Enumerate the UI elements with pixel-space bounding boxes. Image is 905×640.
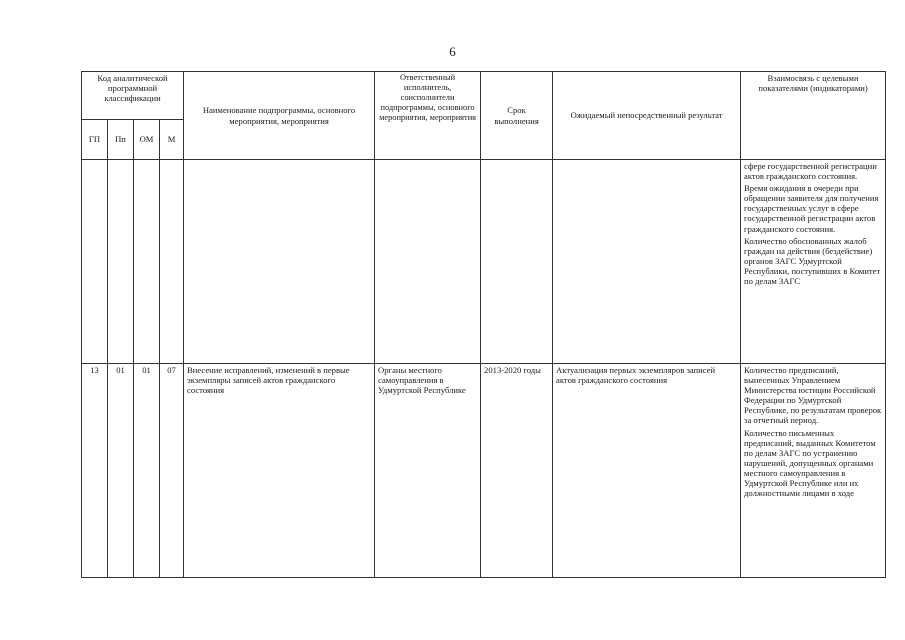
header-code-pp: Пп	[108, 120, 134, 160]
indicator-text: Количество письменных предписаний, выданных Комитетом по делам ЗАГС по устранению нарушений, допущенных органами местного самоуправления в Удмуртской Республике или их должностными лицами в ходе	[744, 427, 876, 499]
executor-cell	[375, 160, 481, 364]
header-name: Наименование подпрограммы, основного мероприятия, мероприятия	[184, 72, 375, 160]
code-m-cell	[160, 160, 184, 364]
executor-cell: Органы местного самоуправления в Удмуртской Республике	[375, 364, 481, 578]
table-row	[82, 364, 886, 578]
header-term: Срок выполнения	[481, 72, 553, 160]
header-row-1	[82, 72, 886, 120]
indicator-text: Время ожидания в очереди при обращении заявителя для получения государственных услуг в сфере государственной регистрации актов гражданского состояния.	[744, 183, 879, 234]
header-code-m: М	[160, 120, 184, 160]
code-pp-cell	[108, 160, 134, 364]
indicator-text: Количество обоснованных жалоб граждан на действия (бездействие) органов ЗАГС Удмуртской Республики, поступивших в Комитет по делам ЗАГС	[744, 235, 881, 287]
program-table	[81, 71, 886, 578]
code-m-cell: 07	[160, 364, 184, 578]
code-om-cell	[134, 160, 160, 364]
code-gp-cell	[82, 160, 108, 364]
code-pp-cell: 01	[108, 364, 134, 578]
term-cell: 2013-2020 годы	[481, 364, 553, 578]
result-cell: Актуализация первых экземпляров записей актов гражданского состояния	[553, 364, 741, 578]
page-number: 6	[449, 44, 456, 59]
header-code-gp: ГП	[82, 120, 108, 160]
indicators-cell	[741, 364, 886, 578]
result-cell	[553, 160, 741, 364]
indicator-text: сфере государственной регистрации актов гражданского состояния.	[744, 161, 877, 182]
name-cell: Внесение исправлений, изменений в первые экземпляры записей актов гражданского состояния	[184, 364, 375, 578]
code-gp-cell: 13	[82, 364, 108, 578]
header-link: Взаимосвязь с целевыми показателями (индикаторами)	[741, 72, 886, 160]
table-row	[82, 160, 886, 364]
header-executor: Ответственный исполнитель, соисполнители подпрограммы, основного мероприятия, мероприятия	[375, 72, 481, 160]
indicators-cell	[741, 160, 886, 364]
code-om-cell: 01	[134, 364, 160, 578]
header-code-group: Код аналитической программной классификации	[82, 72, 184, 120]
indicator-text: Количество предписаний, вынесенных Управлением Министерства юстиции Российской Федерации по Удмуртской Республике, по результатам проверок за отчетный период.	[744, 365, 882, 426]
name-cell	[184, 160, 375, 364]
header-result: Ожидаемый непосредственный результат	[553, 72, 741, 160]
header-code-om: ОМ	[134, 120, 160, 160]
term-cell	[481, 160, 553, 364]
